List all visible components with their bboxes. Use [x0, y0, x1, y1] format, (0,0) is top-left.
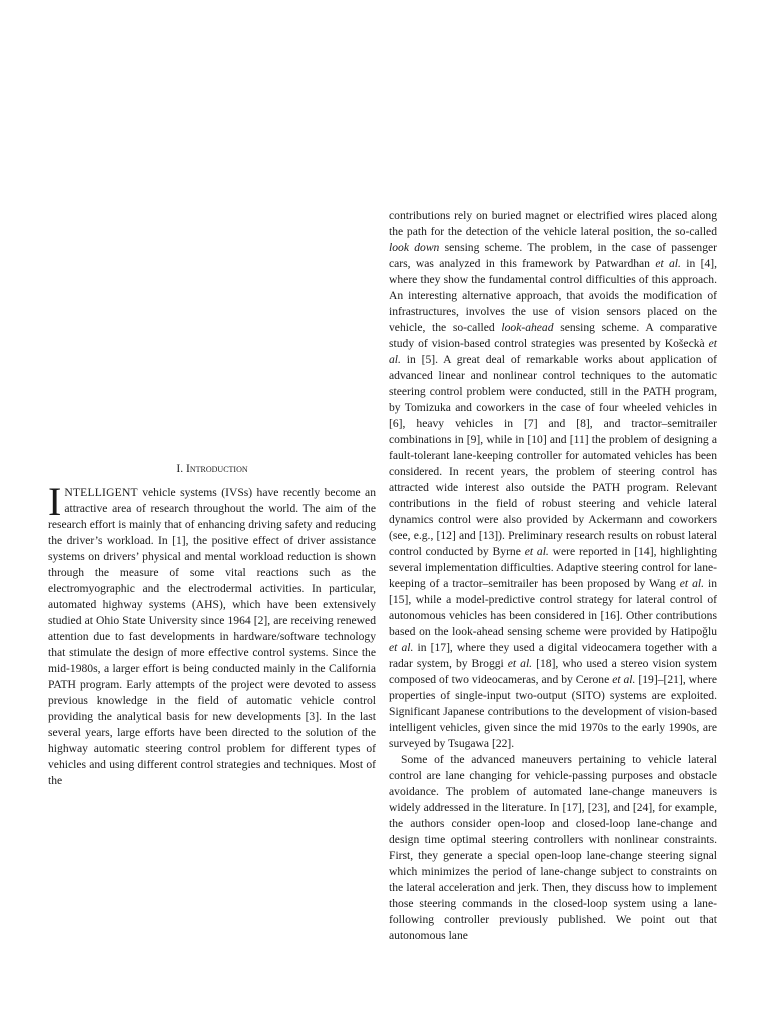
left-column — [48, 461, 376, 789]
drop-cap: I — [48, 479, 62, 524]
lead-caps: NTELLIGENT — [64, 486, 138, 499]
italic-term: et al. — [389, 337, 717, 366]
italic-term: et al. — [679, 577, 705, 590]
text-run: contributions rely on buried magnet or electrified wires placed along the path for the detection of the vehicle lateral position, the so-called — [389, 209, 717, 238]
text-run: in [5]. A great deal of remarkable works about application of advanced linear and nonlinear control techniques to the automatic steering control problem were conducted, still in the PATH program, by Tomizuka and coworkers in the case of four wheeled vehicles in [6], heavy vehicles in [7] and [8], and tractor–semitrailer combinations in [9], while in [10] and [11] the problem of designing a fault-tolerant lane-keeping controller for automated vehicles has been considered. In recent years, the problem of steering control has attracted wide interest also outside the PATH program. Relevant contributions in the field of robust steering and vehicle lateral dynamics control were also provided by Ackermann and coworkers (see, e.g., [12] and [13]). Preliminary research results on robust lateral control conducted by Byrne — [389, 353, 717, 558]
text-run: in [15], while a model-predictive control strategy for lateral control of autonomous vehicles has been considered in [16]. Other contributions based on the look-ahead sensing scheme were provided by Hatipoğlu — [389, 577, 717, 638]
section-title: Introduction — [186, 462, 248, 475]
intro-paragraph — [48, 479, 376, 789]
italic-term: et al. — [389, 641, 414, 654]
text-run: in [4], where they show the fundamental control difficulties of this approach. An interesting alternative approach, that avoids the modification of infrastructures, involves the use of vision sensors placed on the vehicle, the so-called — [389, 257, 717, 334]
italic-term: look-ahead — [501, 321, 554, 334]
text-run: in [17], where they used a digital videocamera together with a radar system, by Broggi — [389, 641, 717, 670]
text-run: sensing scheme. The problem, in the case of passenger cars, was analyzed in this framework by Patwardhan — [389, 241, 718, 270]
text-run: sensing scheme. A comparative study of vision-based control strategies was presented by Košeckà — [389, 321, 718, 350]
italic-term: et al. — [612, 673, 636, 686]
italic-term: look down — [389, 241, 440, 254]
related-work-paragraph — [389, 208, 717, 752]
right-column — [389, 208, 717, 944]
text-run: [18], who used a stereo vision system composed of two videocameras, and by Cerone — [389, 657, 718, 686]
text-run: were reported in [14], highlighting several implementation difficulties. Adaptive steering control for lane-keeping of a tractor–semitrailer has been proposed by Wang — [389, 545, 717, 590]
lane-change-paragraph: Some of the advanced maneuvers pertaining to vehicle lateral control are lane changing for vehicle-passing purposes and obstacle avoidance. The problem of automated lane-change maneuvers is widely addressed in the literature. In [17], [23], and [24], for example, the authors consider open-loop and closed-loop lane-change and design time optimal steering controllers with nonlinear constraints. First, they generate a special open-loop lane-change steering signal which minimizes the period of lane-change subject to constraints on the lateral acceleration and jerk. Then, they discuss how to implement those steering commands in the closed-loop system using a lane-following controller previously published. We point out that autonomous lane — [389, 753, 717, 942]
italic-term: et al. — [655, 257, 681, 270]
intro-paragraph-text: vehicle systems (IVSs) have recently become an attractive area of research throughout the world. The aim of the research effort is mainly that of enhancing driving safety and reducing the driver’s workload. In [1], the positive effect of driver assistance systems on drivers’ physical and mental workload reduction is shown through the measure of some vital reactions such as the electromyographic and the electrodermal activities. In particular, automated highway systems (AHS), which have been extensively studied at Ohio State University since 1964 [2], are receiving renewed attention due to fast developments in hardware/software technology that stimulate the design of more effective control systems. Since the mid-1980s, a larger effort is being conducted mainly in the California PATH program. Early attempts of the project were devoted to assess previous knowledge in the field of automatic vehicle control providing the analytical basis for new developments [3]. In the last several years, large efforts have been directed to the solution of the highway automatic steering control problem for different types of vehicles and using different control strategies and techniques. Most of the — [48, 486, 376, 787]
section-heading — [48, 461, 376, 477]
italic-term: et al. — [524, 545, 549, 558]
section-number: I. — [176, 462, 184, 475]
italic-term: et al. — [507, 657, 533, 670]
text-run: [19]–[21], where properties of single-input two-output (SITO) systems are exploited. Significant Japanese contributions to the development of vision-based intelligent vehicles, given since the mid 1970s to the early 1990s, are surveyed by Tsugawa [22]. — [389, 673, 717, 750]
